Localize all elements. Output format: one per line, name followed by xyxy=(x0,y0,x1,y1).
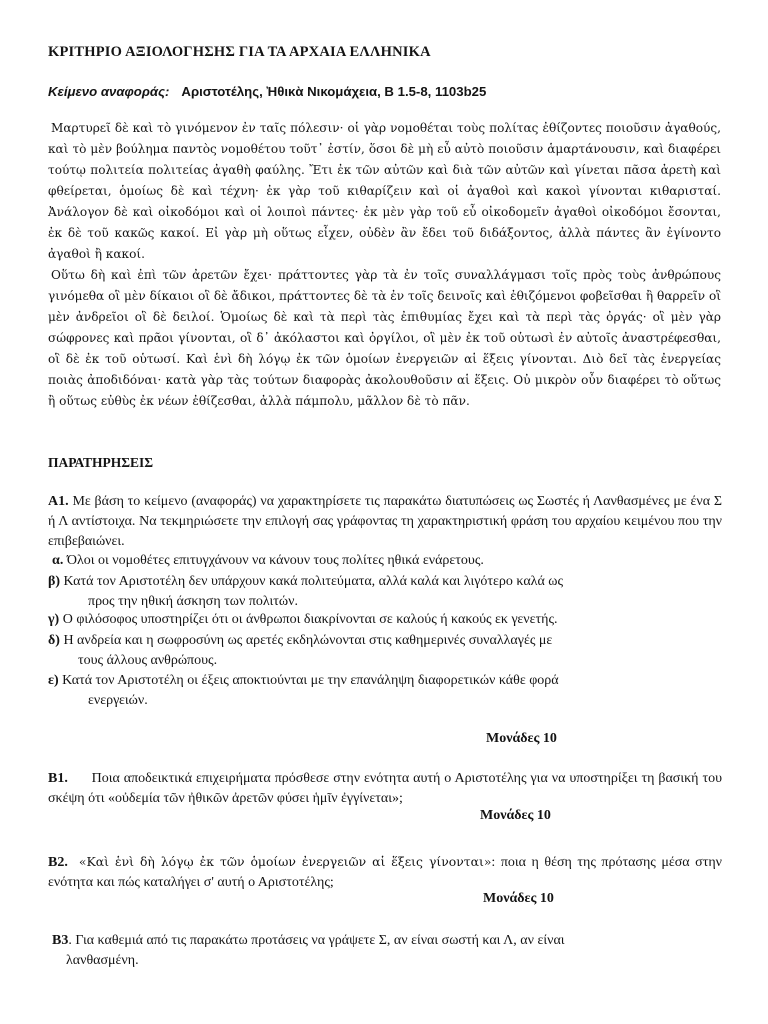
b3-text: . Για καθεμιά από τις παρακάτω προτάσεις να γράψετε Σ, αν είναι σωστή και Λ, αν είναι xyxy=(68,933,565,948)
a1-item-b xyxy=(48,572,722,612)
a1-item-d xyxy=(48,631,722,671)
item-text: Κατά τον Αριστοτέλη οι έξεις αποκτιούνται με την επανάληψη διαφορετικών κάθε φορά xyxy=(62,673,559,688)
item-text-continued: προς την ηθική άσκηση των πολιτών. xyxy=(88,594,298,609)
a1-item-e xyxy=(48,671,722,711)
reference-source: Αριστοτέλης, Ἠθικὰ Νικομάχεια, Β 1.5-8, 1103b25 xyxy=(181,84,487,99)
item-text-continued: τους άλλους ανθρώπους. xyxy=(78,653,218,668)
document-title: ΚΡΙΤΗΡΙΟ ΑΞΙΟΛΟΓΗΣΗΣ ΓΙΑ ΤΑ ΑΡΧΑΙΑ ΕΛΛΗΝΙΚΑ xyxy=(48,44,431,60)
item-text: Η ανδρεία και η σωφροσύνη ως αρετές εκδηλώνονται στις καθημερινές συναλλαγές με xyxy=(63,633,553,648)
question-b1 xyxy=(48,769,722,809)
item-text: Όλοι οι νομοθέτες επιτυγχάνουν να κάνουν τους πολίτες ηθικά ενάρετους. xyxy=(66,553,484,568)
b3-number: Β3 xyxy=(52,933,69,948)
a1-item-c xyxy=(48,610,722,630)
question-b2 xyxy=(48,852,722,893)
reference-label: Κείμενο αναφοράς: xyxy=(48,84,170,99)
item-text: Κατά τον Αριστοτέλη δεν υπάρχουν κακά πολιτεύματα, αλλά καλά και λιγότερο καλά ως xyxy=(63,574,564,589)
question-a1 xyxy=(48,492,722,552)
b3-text-continued: λανθασμένη. xyxy=(66,953,139,968)
item-marker: ε) xyxy=(48,673,59,688)
a1-units: Μονάδες 10 xyxy=(486,731,557,746)
item-text-continued: ενεργειών. xyxy=(88,693,148,708)
a1-item-a xyxy=(48,551,722,571)
item-text: Ο φιλόσοφος υποστηρίζει ότι οι άνθρωποι διακρίνονται σε καλούς ή κακούς εκ γενετής. xyxy=(62,612,558,627)
item-marker: γ) xyxy=(48,612,60,627)
ancient-text xyxy=(48,118,721,412)
b2-number: Β2. xyxy=(48,855,68,870)
b1-text: Ποια αποδεικτικά επιχειρήματα πρόσθεσε στην ενότητα αυτή ο Αριστοτέλης για να υποστηρίξει τη βασική του σκέψη ότι «οὐδεμία τῶν ἠθικῶν ἀρετῶν φύσει ἡμῖν ἐγγίνεται»; xyxy=(48,771,723,806)
question-b3 xyxy=(52,931,722,971)
b2-text: : ποια η θέση της πρότασης μέσα στην ενότητα και πώς καταλήγει σ' αυτή ο Αριστοτέλης; xyxy=(48,855,723,890)
b1-units: Μονάδες 10 xyxy=(480,808,551,823)
a1-number: Α1. xyxy=(48,494,69,509)
item-marker: β) xyxy=(48,574,61,589)
ancient-paragraph-1: Μαρτυρεῖ δὲ καὶ τὸ γινόμενον ἐν ταῖς πόλεσιν· οἱ γὰρ νομοθέται τοὺς πολίτας ἐθίζοντες ποιοῦσιν ἀγαθούς, καὶ τὸ μὲν βούλημα παντὸς νομοθέτου τοῦτ᾽ ἐστίν, ὅσοι δὲ μὴ εὖ αὐτὸ ποιοῦσιν ἁμαρτάνουσιν, καὶ διαφέρει τούτῳ πολιτεία πολιτείας ἀγαθὴ φαύλης. Ἔτι ἐκ τῶν αὐτῶν καὶ διὰ τῶν αὐτῶν καὶ γίνεται πᾶσα ἀρετὴ καὶ φθείρεται, ὁμοίως δὲ καὶ τέχνη· ἐκ γὰρ τοῦ κιθαρίζειν καὶ οἱ ἀγαθοὶ καὶ κακοὶ γίνονται κιθαρισταί. Ἀνάλογον δὲ καὶ οἰκοδόμοι καὶ οἱ λοιποὶ πάντες· ἐκ μὲν γὰρ τοῦ εὖ οἰκοδομεῖν ἀγαθοὶ οἰκοδόμοι ἔσονται, ἐκ δὲ τοῦ κακῶς κακοί. Εἰ γὰρ μὴ οὕτως εἶχεν, οὐδὲν ἂν ἔδει τοῦ διδάξοντος, ἀλλὰ πάντες ἂν ἐγίνοντο ἀγαθοὶ ἢ κακοί. xyxy=(48,121,721,261)
item-marker: δ) xyxy=(48,633,60,648)
ancient-paragraph-2: Οὕτω δὴ καὶ ἐπὶ τῶν ἀρετῶν ἔχει· πράττοντες γὰρ τὰ ἐν τοῖς συναλλάγμασι τοῖς πρὸς τοὺς ἀνθρώπους γινόμεθα οἳ μὲν δίκαιοι οἳ δὲ ἄδικοι, πράττοντες δὲ τὰ ἐν τοῖς δεινοῖς καὶ ἐθιζόμενοι φοβεῖσθαι ἢ θαρρεῖν οἳ μὲν ἀνδρεῖοι οἳ δὲ δειλοί. Ὁμοίως δὲ καὶ τὰ περὶ τὰς ἐπιθυμίας ἔχει καὶ τὰ περὶ τὰς ὀργάς· οἳ μὲν γὰρ σώφρονες καὶ πρᾶοι γίνονται, οἳ δ᾽ ἀκόλαστοι καὶ ὀργίλοι, οἳ μὲν ἐκ τοῦ οὑτωσὶ ἐν αὐτοῖς ἀναστρέφεσθαι, οἳ δὲ ἐκ τοῦ οὑτωσί. Καὶ ἑνὶ δὴ λόγῳ ἐκ τῶν ὁμοίων ἐνεργειῶν αἱ ἕξεις γίνονται. Διὸ δεῖ τὰς ἐνεργείας ποιὰς ἀποδιδόναι· κατὰ γὰρ τὰς τούτων διαφορὰς ἀκολουθοῦσιν αἱ ἕξεις. Οὐ μικρὸν οὖν διαφέρει τὸ οὕτως ἢ οὕτως εὐθὺς ἐκ νέων ἐθίζεσθαι, ἀλλὰ πάμπολυ, μᾶλλον δὲ τὸ πᾶν. xyxy=(48,268,721,408)
a1-text: Με βάση το κείμενο (αναφοράς) να χαρακτηρίσετε τις παρακάτω διατυπώσεις ως Σωστές ή Λανθασμένες με ένα Σ ή Λ αντίστοιχα. Να τεκμηριώσετε την επιλογή σας γράφοντας τη χαρακτηριστική φράση του αρχαίου κειμένου που την επιβεβαιώνει. xyxy=(48,494,723,549)
b2-units: Μονάδες 10 xyxy=(483,891,554,906)
item-marker: α. xyxy=(52,553,64,568)
section-heading: ΠΑΡΑΤΗΡΗΣΕΙΣ xyxy=(48,455,154,470)
reference-line xyxy=(48,84,486,99)
b2-quote: «Καὶ ἑνὶ δὴ λόγῳ ἐκ τῶν ὁμοίων ἐνεργειῶν αἱ ἕξεις γίνονται» xyxy=(78,854,492,869)
b1-number: Β1. xyxy=(48,771,68,786)
